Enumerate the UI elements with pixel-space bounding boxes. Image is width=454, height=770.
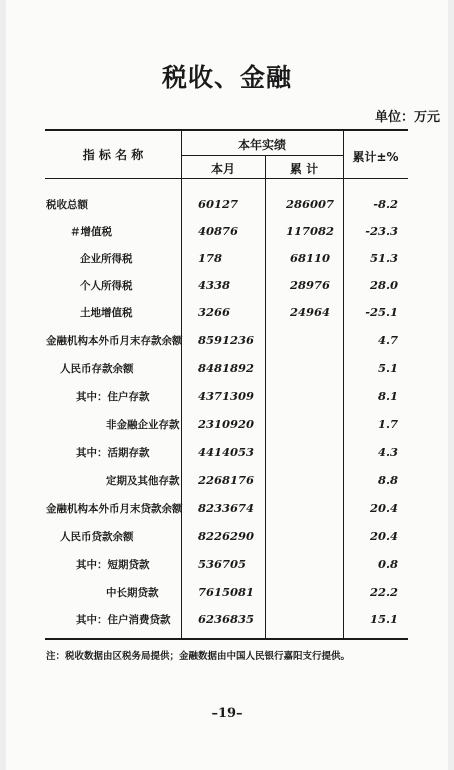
cumulative-value: 28976 bbox=[289, 278, 330, 292]
row-label: 金融机构本外币月末存款余额 bbox=[46, 335, 183, 347]
change-value: 20.4 bbox=[369, 529, 398, 543]
month-value: 2310920 bbox=[198, 417, 255, 431]
table-row bbox=[0, 197, 454, 217]
row-label: 中长期贷款 bbox=[106, 587, 159, 599]
change-value: -23.3 bbox=[365, 224, 398, 238]
month-value: 6236835 bbox=[198, 612, 255, 626]
header-mid-rule bbox=[181, 155, 343, 156]
row-label: 其中：活期存款 bbox=[76, 447, 150, 459]
cumulative-value: 117082 bbox=[285, 224, 334, 238]
row-label: 定期及其他存款 bbox=[106, 475, 180, 487]
cumulative-value: 68110 bbox=[289, 251, 330, 265]
row-label: 土地增值税 bbox=[80, 307, 133, 319]
footnote: 注：税收数据由区税务局提供；金融数据由中国人民银行嘉阳支行提供。 bbox=[46, 651, 351, 662]
change-value: 4.7 bbox=[377, 333, 398, 347]
table-row bbox=[0, 529, 454, 549]
table-row bbox=[0, 612, 454, 632]
table-row bbox=[0, 473, 454, 493]
header-bottom-rule bbox=[45, 178, 408, 179]
change-value: -8.2 bbox=[373, 197, 398, 211]
month-value: 4371309 bbox=[198, 389, 255, 403]
row-label: 非金融企业存款 bbox=[106, 419, 180, 431]
table-row bbox=[0, 501, 454, 521]
month-value: 7615081 bbox=[198, 585, 255, 599]
table-row bbox=[0, 445, 454, 465]
table-row bbox=[0, 417, 454, 437]
month-value: 178 bbox=[198, 251, 223, 265]
change-value: 8.1 bbox=[377, 389, 398, 403]
row-label: 金融机构本外币月末贷款余额 bbox=[46, 503, 183, 515]
change-value: 28.0 bbox=[369, 278, 398, 292]
table-row bbox=[0, 224, 454, 244]
table-row bbox=[0, 389, 454, 409]
month-value: 8591236 bbox=[198, 333, 255, 347]
header-this-month: 本月 bbox=[210, 162, 235, 176]
change-value: 8.8 bbox=[377, 473, 398, 487]
month-value: 4414053 bbox=[198, 445, 255, 459]
table-bottom-rule bbox=[45, 638, 408, 640]
header-indicator: 指 标 名 称 bbox=[82, 148, 144, 162]
row-label: 税收总额 bbox=[46, 199, 88, 211]
row-label: ＃增值税 bbox=[70, 226, 112, 238]
month-value: 4338 bbox=[198, 278, 231, 292]
table-row bbox=[0, 333, 454, 353]
row-label: 人民币存款余额 bbox=[60, 363, 134, 375]
month-value: 60127 bbox=[198, 197, 239, 211]
row-label: 其中：短期贷款 bbox=[76, 559, 150, 571]
row-label: 人民币贷款余额 bbox=[60, 531, 134, 543]
table-row bbox=[0, 251, 454, 271]
header-change: 累计±% bbox=[352, 150, 399, 164]
table-top-rule bbox=[45, 129, 408, 131]
cumulative-value: 24964 bbox=[289, 305, 330, 319]
change-value: 20.4 bbox=[369, 501, 398, 515]
month-value: 8233674 bbox=[198, 501, 255, 515]
page-title: 税收、金融 bbox=[161, 63, 292, 92]
month-value: 40876 bbox=[198, 224, 239, 238]
table-row bbox=[0, 361, 454, 381]
table-row bbox=[0, 278, 454, 298]
change-value: 51.3 bbox=[369, 251, 398, 265]
table-row bbox=[0, 557, 454, 577]
change-value: 22.2 bbox=[369, 585, 398, 599]
month-value: 8481892 bbox=[198, 361, 255, 375]
change-value: 4.3 bbox=[377, 445, 398, 459]
cumulative-value: 286007 bbox=[285, 197, 334, 211]
page-number: –19– bbox=[211, 706, 243, 721]
row-label: 其中：住户消费贷款 bbox=[76, 614, 171, 626]
change-value: -25.1 bbox=[365, 305, 398, 319]
unit-label: 单位：万元 bbox=[374, 110, 440, 125]
month-value: 2268176 bbox=[198, 473, 255, 487]
row-label: 企业所得税 bbox=[80, 253, 133, 265]
header-cumulative: 累 计 bbox=[289, 162, 319, 176]
row-label: 个人所得税 bbox=[80, 280, 133, 292]
change-value: 5.1 bbox=[377, 361, 398, 375]
row-label: 其中：住户存款 bbox=[76, 391, 150, 403]
month-value: 8226290 bbox=[198, 529, 255, 543]
change-value: 15.1 bbox=[369, 612, 398, 626]
month-value: 3266 bbox=[198, 305, 231, 319]
month-value: 536705 bbox=[198, 557, 247, 571]
table-row bbox=[0, 305, 454, 325]
change-value: 0.8 bbox=[377, 557, 398, 571]
change-value: 1.7 bbox=[377, 417, 398, 431]
table-row bbox=[0, 585, 454, 605]
header-current-year: 本年实绩 bbox=[237, 138, 286, 152]
